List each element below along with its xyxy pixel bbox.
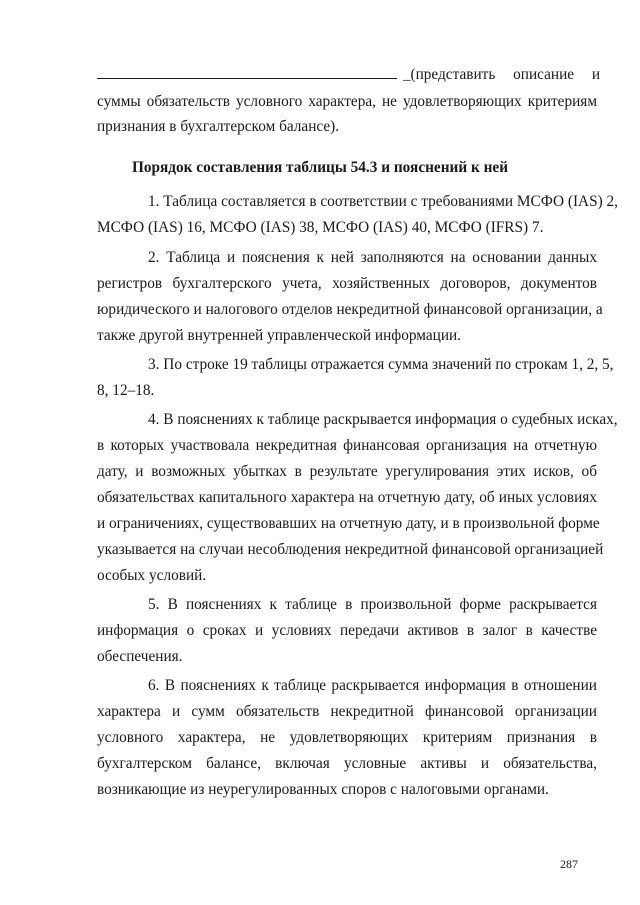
page-number: 287 <box>560 857 578 871</box>
paragraph-1-line-2: МСФО (IAS) 16, МСФО (IAS) 38, МСФО (IAS) 40, МСФО (IFRS) 7. <box>97 219 544 236</box>
paragraph-4-line-1: 4. В пояснениях к таблице раскрывается информация о судебных исках, <box>148 411 618 428</box>
paragraph-4-line-2: в которых участвовала некредитная финансовая организация на отчетную <box>97 437 597 454</box>
paragraph-6-line-5: возникающие из неурегулированных споров с налоговыми органами. <box>97 781 549 798</box>
section-heading: Порядок составления таблицы 54.3 и пояснений к ней <box>131 159 509 176</box>
intro-line-2: суммы обязательств условного характера, не удовлетворяющих критериям <box>97 93 597 110</box>
paragraph-2-line-3: юридического и налогового отделов некредитной финансовой организации, а <box>97 301 603 318</box>
paragraph-5-line-3: обеспечения. <box>97 648 183 665</box>
paragraph-6-line-1: 6. В пояснениях к таблице раскрывается информация в отношении <box>148 677 597 694</box>
paragraph-1-line-1: 1. Таблица составляется в соответствии с требованиями МСФО (IAS) 2, <box>148 193 618 210</box>
blank-field <box>97 64 411 85</box>
paragraph-4-line-5: и ограничениях, существовавших на отчетную дату, и в произвольной форме <box>97 515 600 532</box>
blank-underline <box>97 64 397 79</box>
paragraph-4-line-7: особых условий. <box>97 567 207 584</box>
intro-line-1 <box>97 64 601 85</box>
paragraph-4-line-4: обязательствах капитального характера на отчетную дату, об иных условиях <box>97 489 597 506</box>
paragraph-4-line-6: указывается на случаи несоблюдения некредитной финансовой организацией <box>97 541 604 558</box>
paragraph-5-line-1: 5. В пояснениях к таблице в произвольной форме раскрывается <box>148 596 597 613</box>
intro-line-3: признания в бухгалтерском балансе). <box>97 118 340 135</box>
paragraph-4-line-3: дату, и возможных убытках в результате урегулирования этих исков, об <box>97 463 597 480</box>
blank-underscore-tail: _ <box>403 67 411 83</box>
paragraph-3-line-1: 3. По строке 19 таблицы отражается сумма значений по строкам 1, 2, 5, <box>148 356 614 373</box>
paragraph-6-line-4: бухгалтерском балансе, включая условные активы и обязательства, <box>97 755 597 772</box>
paragraph-2-line-4: также другой внутренней управленческой информации. <box>97 327 462 344</box>
paragraph-2-line-2: регистров бухгалтерского учета, хозяйственных договоров, документов <box>97 275 597 292</box>
paragraph-2-line-1: 2. Таблица и пояснения к ней заполняются на основании данных <box>148 249 597 266</box>
intro-text-1: (представить описание и <box>410 66 601 83</box>
paragraph-3-line-2: 8, 12–18. <box>97 382 155 399</box>
paragraph-5-line-2: информация о сроках и условиях передачи активов в залог в качестве <box>97 622 597 639</box>
paragraph-6-line-2: характера и сумм обязательств некредитной финансовой организации <box>97 703 597 720</box>
paragraph-6-line-3: условного характера, не удовлетворяющих критериям признания в <box>97 729 597 746</box>
